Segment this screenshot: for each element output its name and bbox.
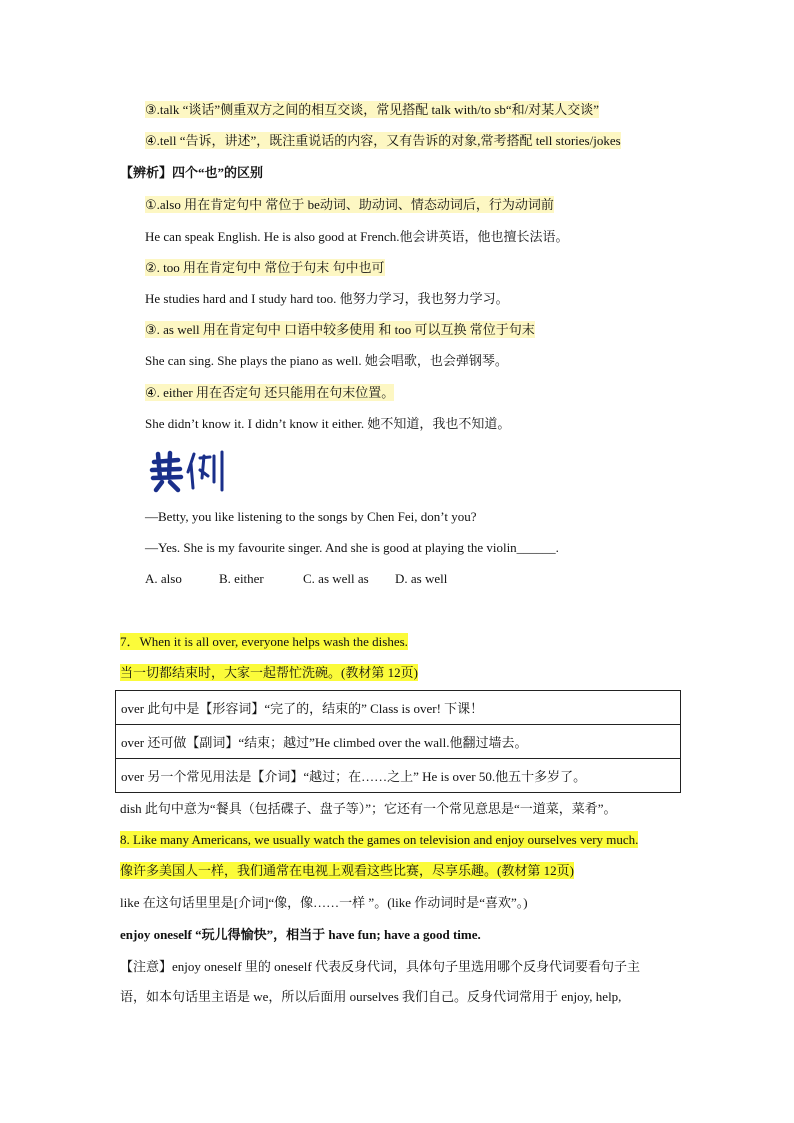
dish-note: dish 此句中意为“餐具（包括碟子、盘子等）”；它还有一个常见意思是“一道菜，菜肴”。 [120,801,617,816]
dialog-line-1: —Betty, you like listening to the songs by Chen Fei, don’t you? [145,509,477,524]
dianli-logo [148,448,228,494]
either-rule-text: . either 用在否定句 还只能用在句末位置。 [156,385,395,400]
also-rule [145,196,554,214]
sentence-8-en-text: 8. Like many Americans, we usually watch the games on television and enjoy ourselves very much. [120,832,639,847]
option-c: C. as well as [303,571,369,586]
sentence-7-cn [120,664,418,682]
sentence-7-cn-text: 当一切都结束时，大家一起帮忙洗碗。(教材第 12页) [120,665,418,680]
also-rule-text: .also 用在肯定句中 常位于 be动词、助动词、情态动词后，行为动词前 [156,197,554,212]
option-b: B. either [219,571,264,586]
table-row [116,759,681,793]
too-rule-text: . too 用在肯定句中 常位于句末 句中也可 [156,260,385,275]
circled-number: ① [145,197,157,212]
options-row [145,570,447,588]
circled-number: ③ [145,322,157,337]
dialog-line-2: —Yes. She is my favourite singer. And she is good at playing the violin______. [145,540,559,555]
tell-note-text: .tell “告诉，讲述”，既注重说话的内容，又有告诉的对象,常考搭配 tell stories/jokes [156,133,621,148]
too-example: He studies hard and I study hard too. 他努力学习，我也努力学习。 [145,291,509,306]
too-rule [145,259,385,277]
circled-number: ② [145,260,157,275]
circled-number: ③ [145,102,157,117]
also-example: He can speak English. He is also good at French.他会讲英语，他也擅长法语。 [145,229,569,244]
attention-note-line-2: 语，如本句话里主语是 we，所以后面用 ourselves 我们自己。反身代词常用于 enjoy, help, [120,989,622,1004]
table-cell: over 还可做【副词】“结束；越过”He climbed over the wall.他翻过墙去。 [116,725,681,759]
aswell-example: She can sing. She plays the piano as well. 她会唱歌，也会弹钢琴。 [145,353,508,368]
sentence-8-en [120,831,638,849]
table-cell: over 另一个常见用法是【介词】“越过；在……之上” He is over 50.他五十多岁了。 [116,759,681,793]
bianxi-title: 【辨析】四个“也”的区别 [120,165,264,180]
aswell-rule [145,321,535,339]
sentence-7-en-text: 7．When it is all over, everyone helps wash the dishes. [120,634,408,649]
talk-note-text: .talk “谈话”侧重双方之间的相互交谈，常见搭配 talk with/to sb“和/对某人交谈” [156,102,599,117]
circled-number: ④ [145,133,157,148]
circled-number: ④ [145,385,157,400]
attention-note-line-1: 【注意】enjoy oneself 里的 oneself 代表反身代词，具体句子里选用哪个反身代词要看句子主 [120,959,640,974]
table-cell: over 此句中是【形容词】“完了的，结束的” Class is over! 下课！ [116,691,681,725]
tell-note [145,132,621,150]
sentence-8-cn [120,862,574,880]
option-d: D. as well [395,571,448,586]
like-note: like 在这句话里里是[介词]“像，像……一样 ”。(like 作动词时是“喜欢”。) [120,895,528,910]
talk-note [145,101,599,119]
table-row [116,725,681,759]
enjoy-oneself-note: enjoy oneself “玩儿得愉快”，相当于 have fun; have a good time. [120,927,481,942]
sentence-7-en [120,633,408,651]
sentence-8-cn-text: 像许多美国人一样，我们通常在电视上观看这些比赛，尽享乐趣。(教材第 12页) [120,863,574,878]
option-a: A. also [145,571,182,586]
table-row [116,691,681,725]
either-example: She didn’t know it. I didn’t know it either. 她不知道，我也不知道。 [145,416,511,431]
aswell-rule-text: . as well 用在肯定句中 口语中较多使用 和 too 可以互换 常位于句末 [156,322,535,337]
over-usage-table [115,690,681,793]
either-rule [145,384,394,402]
